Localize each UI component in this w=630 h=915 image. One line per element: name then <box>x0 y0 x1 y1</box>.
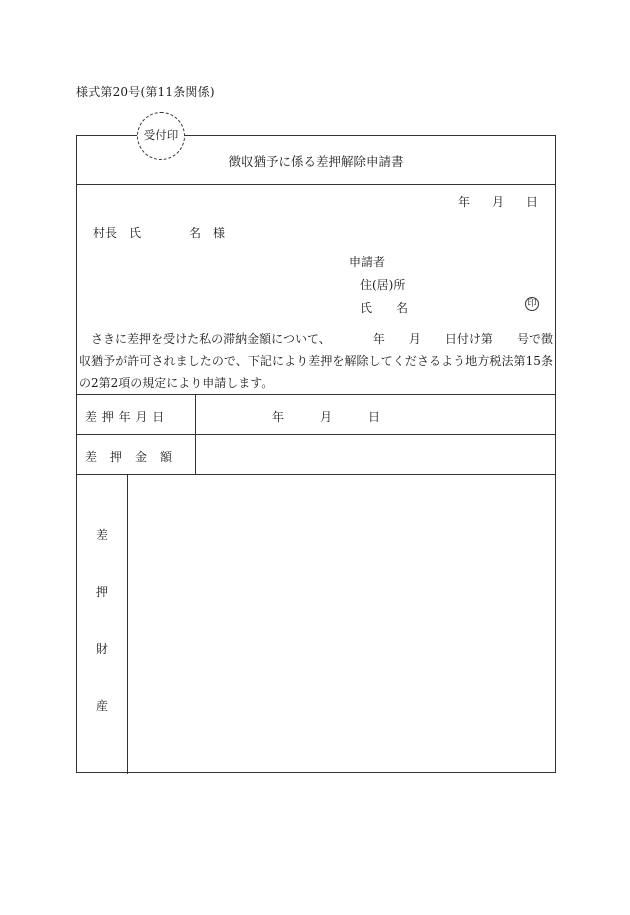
form-title: 徴収猶予に係る差押解除申請書 <box>228 154 404 169</box>
applicant-address-label: 住(居)所 <box>360 278 406 292</box>
property-char-2: 押 <box>95 585 108 599</box>
addressee: 村長 氏 名 様 <box>93 226 226 240</box>
application-body-text: さきに差押を受けた私の滞納金額について、 年 月 日付け第 号で徴収猶予が許可されましたので、下記により差押を解除してくださるよう地方税法第15条の2第2項の規定により申請します。 <box>79 332 553 390</box>
property-char-1: 差 <box>95 528 108 542</box>
date-month: 月 <box>491 195 504 209</box>
divider-amount-row <box>77 474 555 475</box>
application-date <box>458 193 538 210</box>
property-char-3: 財 <box>95 642 108 656</box>
form-number: 様式第20号(第11条関係) <box>76 85 215 99</box>
reception-stamp-circle <box>137 112 185 160</box>
divider-body <box>77 394 555 395</box>
divider-property-column <box>127 474 128 774</box>
date-year: 年 <box>457 195 470 209</box>
application-form <box>76 135 556 773</box>
applicant-heading: 申請者 <box>349 255 386 269</box>
seizure-amount-label: 差 押 金 額 <box>85 450 173 464</box>
seizure-year: 年 <box>272 410 285 424</box>
seizure-date-label: 差 押 年 月 日 <box>85 410 165 424</box>
date-day: 日 <box>525 195 538 209</box>
divider-date-row <box>77 434 555 435</box>
divider-title <box>77 184 555 185</box>
seizure-date-value <box>272 408 380 425</box>
divider-label-column <box>195 394 196 474</box>
seized-property-label <box>77 526 127 714</box>
reception-stamp-label: 受付印 <box>143 128 179 142</box>
seizure-day: 日 <box>368 410 381 424</box>
applicant-name-label: 氏 名 <box>360 301 409 315</box>
property-char-4: 産 <box>95 699 108 713</box>
seizure-month: 月 <box>320 410 333 424</box>
seal-icon: 印 <box>525 297 539 311</box>
